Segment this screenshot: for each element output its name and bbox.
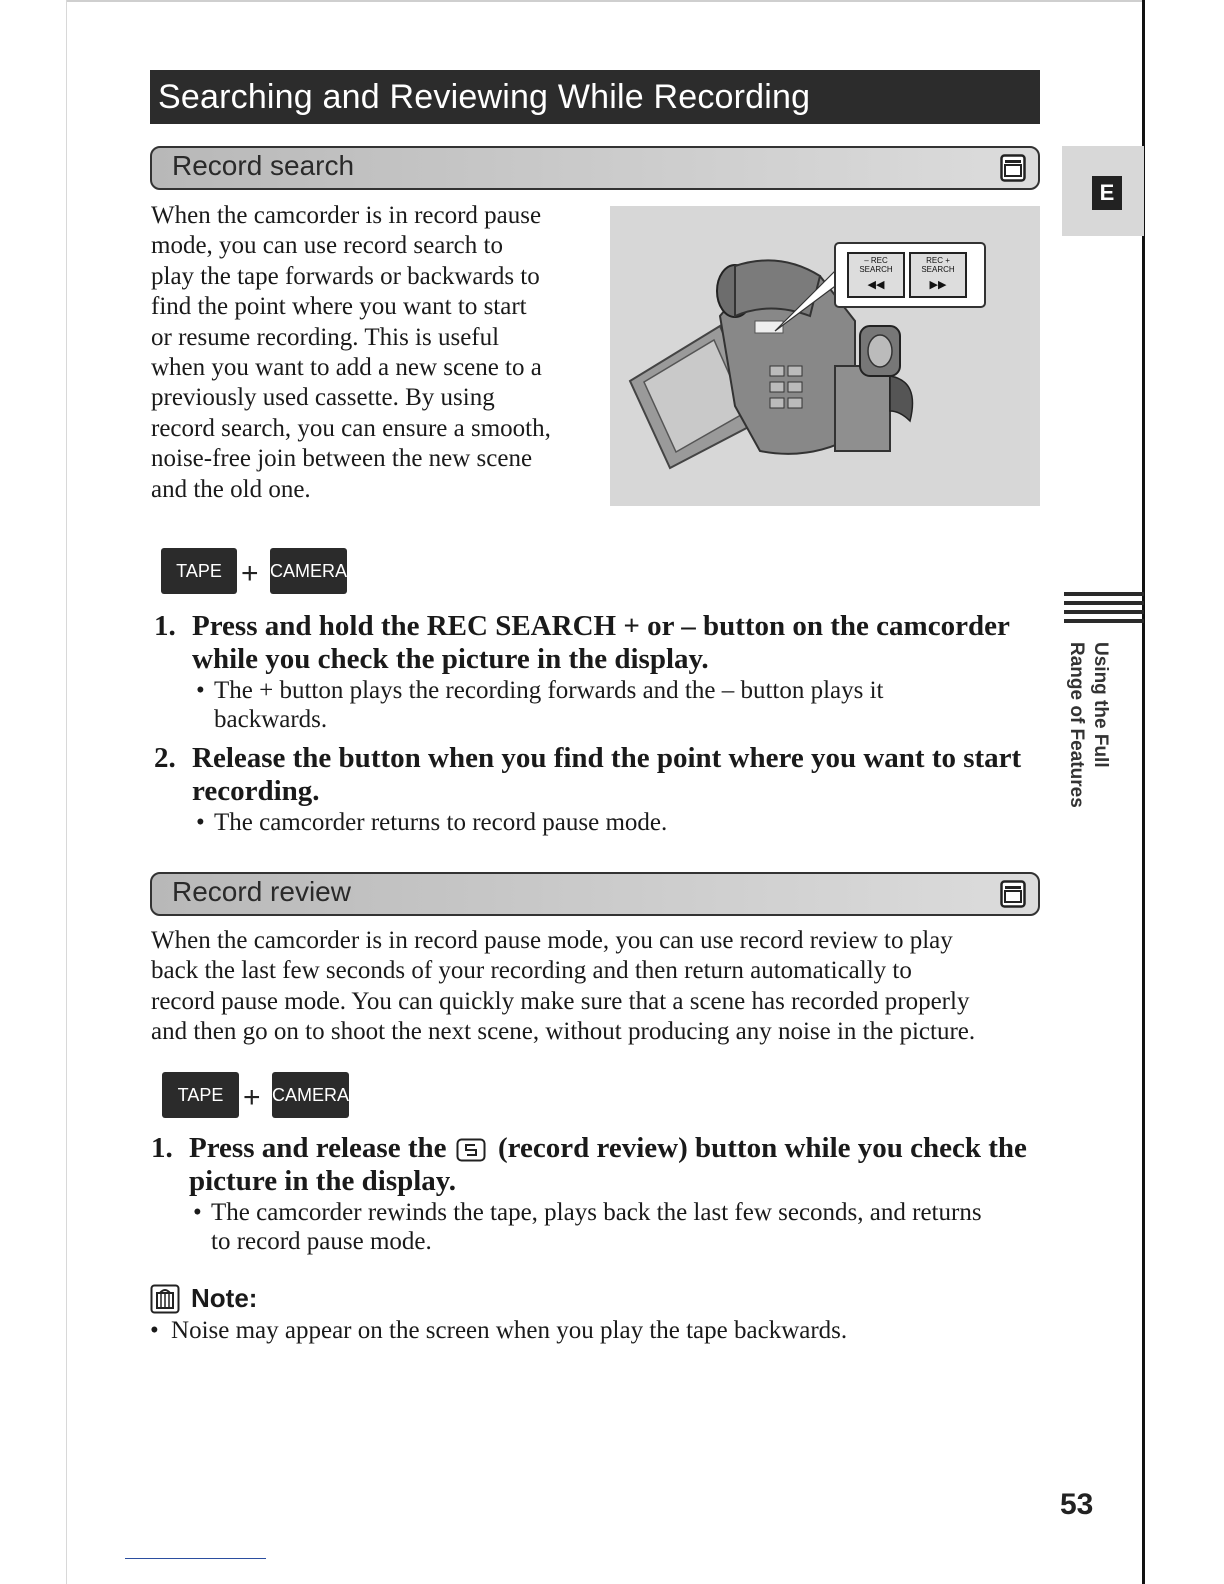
text-line: record search, you can ensure a smooth, (151, 414, 551, 442)
mode-badges (162, 1072, 352, 1122)
bullet-text: The camcorder rewinds the tape, plays back the last few seconds, and returns (211, 1199, 982, 1226)
bullet-dot: • (196, 677, 205, 704)
page-title: Searching and Reviewing While Recording (150, 70, 1040, 124)
step-bullet (196, 808, 668, 837)
step-bullet-continuation: to record pause mode. (211, 1228, 432, 1255)
note-icon (150, 1284, 180, 1314)
chapter-marker-lines (1064, 592, 1144, 632)
chapter-label-line: Using the Full (1090, 642, 1111, 768)
language-letter: E (1092, 176, 1122, 210)
step-number: 2. (154, 742, 176, 774)
plus-sign: + (241, 557, 259, 590)
rec-search-minus-label: – REC SEARCH (859, 256, 893, 274)
bullet-dot: • (193, 1199, 202, 1226)
rec-search-plus-label: REC + SEARCH (921, 256, 955, 274)
step-heading-line: Press and release the (189, 1132, 447, 1164)
text-line: When the camcorder is in record pause (151, 202, 542, 229)
chapter-label-line: Range of Features (1066, 642, 1087, 808)
bullet-text: The + button plays the recording forwards and the – button plays it (214, 677, 884, 704)
text-line: When the camcorder is in record pause mode, you can use record review to play (151, 927, 953, 954)
text-line: noise-free join between the new scene (151, 445, 533, 473)
note-text: Noise may appear on the screen when you play the tape backwards. (171, 1317, 848, 1344)
camcorder-drawing (610, 206, 1040, 506)
text-line: find the point where you want to start (151, 293, 527, 321)
record-search-intro (151, 201, 601, 505)
section-header-record-search (150, 146, 1040, 190)
text-line: previously used cassette. By using (151, 384, 495, 412)
page-top-edge (66, 0, 1144, 2)
step-bullet-continuation: backwards. (214, 706, 328, 733)
section-title: Record search (172, 150, 355, 181)
cassette-tape-icon (1000, 880, 1026, 908)
step-1-record-search (154, 610, 1044, 736)
text-line: play the tape forwards or backwards to (151, 262, 540, 290)
note-title: Note: (191, 1283, 258, 1313)
text-line: and then go on to shoot the next scene, without producing any noise in the picture. (151, 1018, 976, 1046)
text-line: back the last few seconds of your recording and then return automatically to (151, 957, 912, 985)
step-number: 1. (154, 610, 176, 642)
right-margin-rule (1142, 0, 1145, 1584)
step-2-record-search (154, 742, 1044, 842)
text-line: or resume recording. This is useful (151, 323, 500, 351)
cassette-tape-icon (1000, 154, 1026, 182)
bullet-dot: • (150, 1317, 159, 1344)
page-left-edge (66, 0, 67, 1584)
forward-arrow-icon: ▶▶ (929, 278, 947, 291)
step-1-record-review (151, 1132, 1043, 1258)
chapter-vertical-label (1062, 642, 1112, 812)
mode-badges (161, 548, 351, 598)
record-review-icon (456, 1138, 486, 1162)
section-title: Record review (172, 876, 351, 907)
text-line: record pause mode. You can quickly make sure that a scene has recorded properly (151, 987, 970, 1015)
rewind-arrow-icon: ◀◀ (867, 278, 885, 291)
note-body (150, 1316, 847, 1346)
step-heading-line: while you check the picture in the display. (192, 643, 709, 675)
page-number: 53 (1060, 1488, 1094, 1521)
step-heading-line: recording. (192, 775, 320, 807)
marker-line (1064, 601, 1144, 605)
text-line: and the old one. (151, 475, 311, 503)
tape-mode-badge: TAPE (162, 1072, 239, 1118)
bullet-dot: • (196, 809, 205, 836)
marker-line (1064, 592, 1144, 596)
camcorder-illustration (610, 206, 1040, 506)
section-header-record-review (150, 872, 1040, 916)
footer-rule (125, 1558, 266, 1559)
language-tab (1062, 146, 1144, 236)
step-bullet (196, 676, 884, 705)
step-bullet (193, 1198, 982, 1227)
step-heading-line: Release the button when you find the point where you want to start (192, 742, 1022, 774)
tape-mode-badge: TAPE (161, 548, 237, 594)
camera-mode-badge: CAMERA (270, 548, 347, 594)
marker-line (1064, 619, 1144, 623)
bullet-text: The camcorder returns to record pause mode. (214, 809, 668, 836)
marker-line (1064, 610, 1144, 614)
text-line: mode, you can use record search to (151, 232, 503, 260)
step-heading-line: (record review) button while you check the (498, 1132, 1027, 1164)
chapter-label-text (1064, 642, 1112, 808)
step-number: 1. (151, 1132, 173, 1164)
camera-mode-badge: CAMERA (272, 1072, 349, 1118)
step-heading-line: picture in the display. (189, 1165, 456, 1197)
plus-sign: + (243, 1081, 261, 1114)
text-line: when you want to add a new scene to a (151, 354, 542, 382)
record-review-intro (151, 926, 1041, 1048)
step-heading-line: Press and hold the REC SEARCH + or – button on the camcorder (192, 610, 1010, 642)
